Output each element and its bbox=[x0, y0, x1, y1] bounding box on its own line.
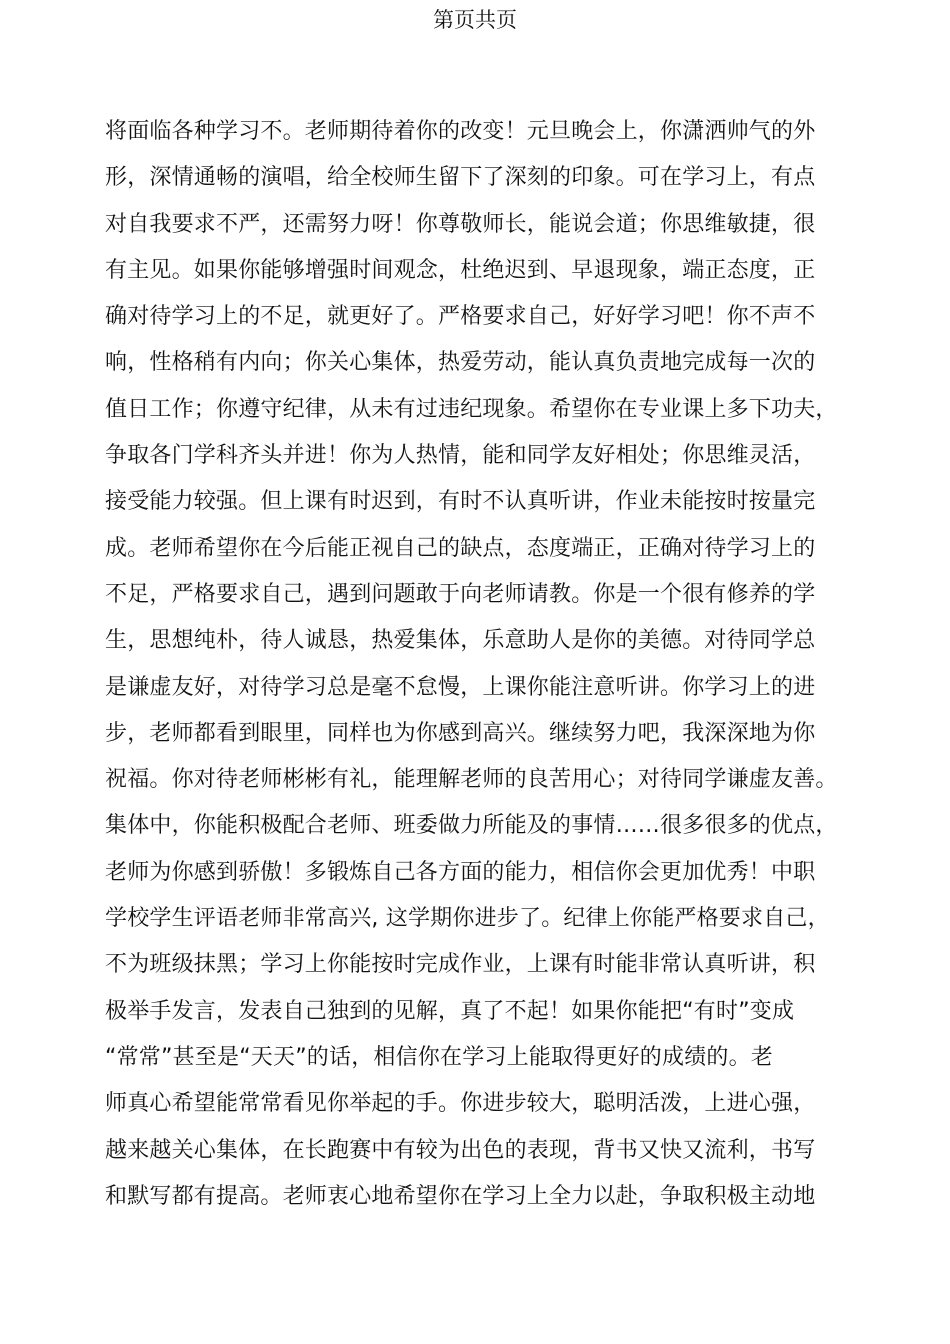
text-line: 生，思想纯朴，待人诚恳，热爱集体，乐意助人是你的美德。对待同学总 bbox=[105, 628, 816, 654]
text-line: 祝福。你对待老师彬彬有礼，能理解老师的良苦用心；对待同学谦虚友善。 bbox=[105, 767, 838, 793]
text-line: 师真心希望能常常看见你举起的手。你进步较大，聪明活泼，上进心强， bbox=[105, 1091, 816, 1117]
text-line: 争取各门学科齐头并进！你为人热情，能和同学友好相处；你思维灵活， bbox=[105, 443, 816, 469]
text-line: 形，深情通畅的演唱，给全校师生留下了深刻的印象。可在学习上，有点 bbox=[105, 165, 816, 191]
text-line: 老师为你感到骄傲！多锻炼自己各方面的能力，相信你会更加优秀！中职 bbox=[105, 859, 816, 885]
text-line: 响，性格稍有内向；你关心集体，热爱劳动，能认真负责地完成每一次的 bbox=[105, 350, 816, 376]
text-line: 是谦虚友好，对待学习总是毫不怠慢，上课你能注意听讲。你学习上的进 bbox=[105, 674, 816, 700]
text-line: 值日工作；你遵守纪律，从未有过违纪现象。希望你在专业课上多下功夫， bbox=[105, 396, 838, 422]
text-line: 越来越关心集体，在长跑赛中有较为出色的表现，背书又快又流利，书写 bbox=[105, 1137, 816, 1163]
text-line: 学校学生评语老师非常高兴, 这学期你进步了。纪律上你能严格要求自己， bbox=[105, 906, 830, 932]
text-line: 和默写都有提高。老师衷心地希望你在学习上全力以赴，争取积极主动地 bbox=[105, 1183, 816, 1209]
text-line: 步，老师都看到眼里，同样也为你感到高兴。继续努力吧，我深深地为你 bbox=[105, 720, 816, 746]
text-line: “常常”甚至是“天天”的话，相信你在学习上能取得更好的成绩的。老 bbox=[105, 1044, 773, 1070]
page-header: 第页共页 bbox=[433, 8, 517, 32]
text-line: 有主见。如果你能够增强时间观念，杜绝迟到、早退现象，端正态度，正 bbox=[105, 257, 816, 283]
text-line: 不足，严格要求自己，遇到问题敢于向老师请教。你是一个很有修养的学 bbox=[105, 581, 816, 607]
text-line: 集体中，你能积极配合老师、班委做力所能及的事情……很多很多的优点， bbox=[105, 813, 838, 839]
text-line: 对自我要求不严，还需努力呀！你尊敬师长，能说会道；你思维敏捷，很 bbox=[105, 211, 816, 237]
text-line: 接受能力较强。但上课有时迟到，有时不认真听讲，作业未能按时按量完 bbox=[105, 489, 816, 515]
text-line: 成。老师希望你在今后能正视自己的缺点，态度端正，正确对待学习上的 bbox=[105, 535, 816, 561]
text-line: 将面临各种学习不。老师期待着你的改变！元旦晚会上，你潇洒帅气的外 bbox=[105, 119, 816, 144]
text-line: 极举手发言，发表自己独到的见解，真了不起！如果你能把“有时”变成 bbox=[105, 998, 795, 1024]
text-line: 确对待学习上的不足，就更好了。严格要求自己，好好学习吧！你不声不 bbox=[105, 304, 816, 330]
text-line: 不为班级抹黑；学习上你能按时完成作业，上课有时能非常认真听讲，积 bbox=[105, 952, 816, 978]
document-body bbox=[105, 109, 865, 1220]
